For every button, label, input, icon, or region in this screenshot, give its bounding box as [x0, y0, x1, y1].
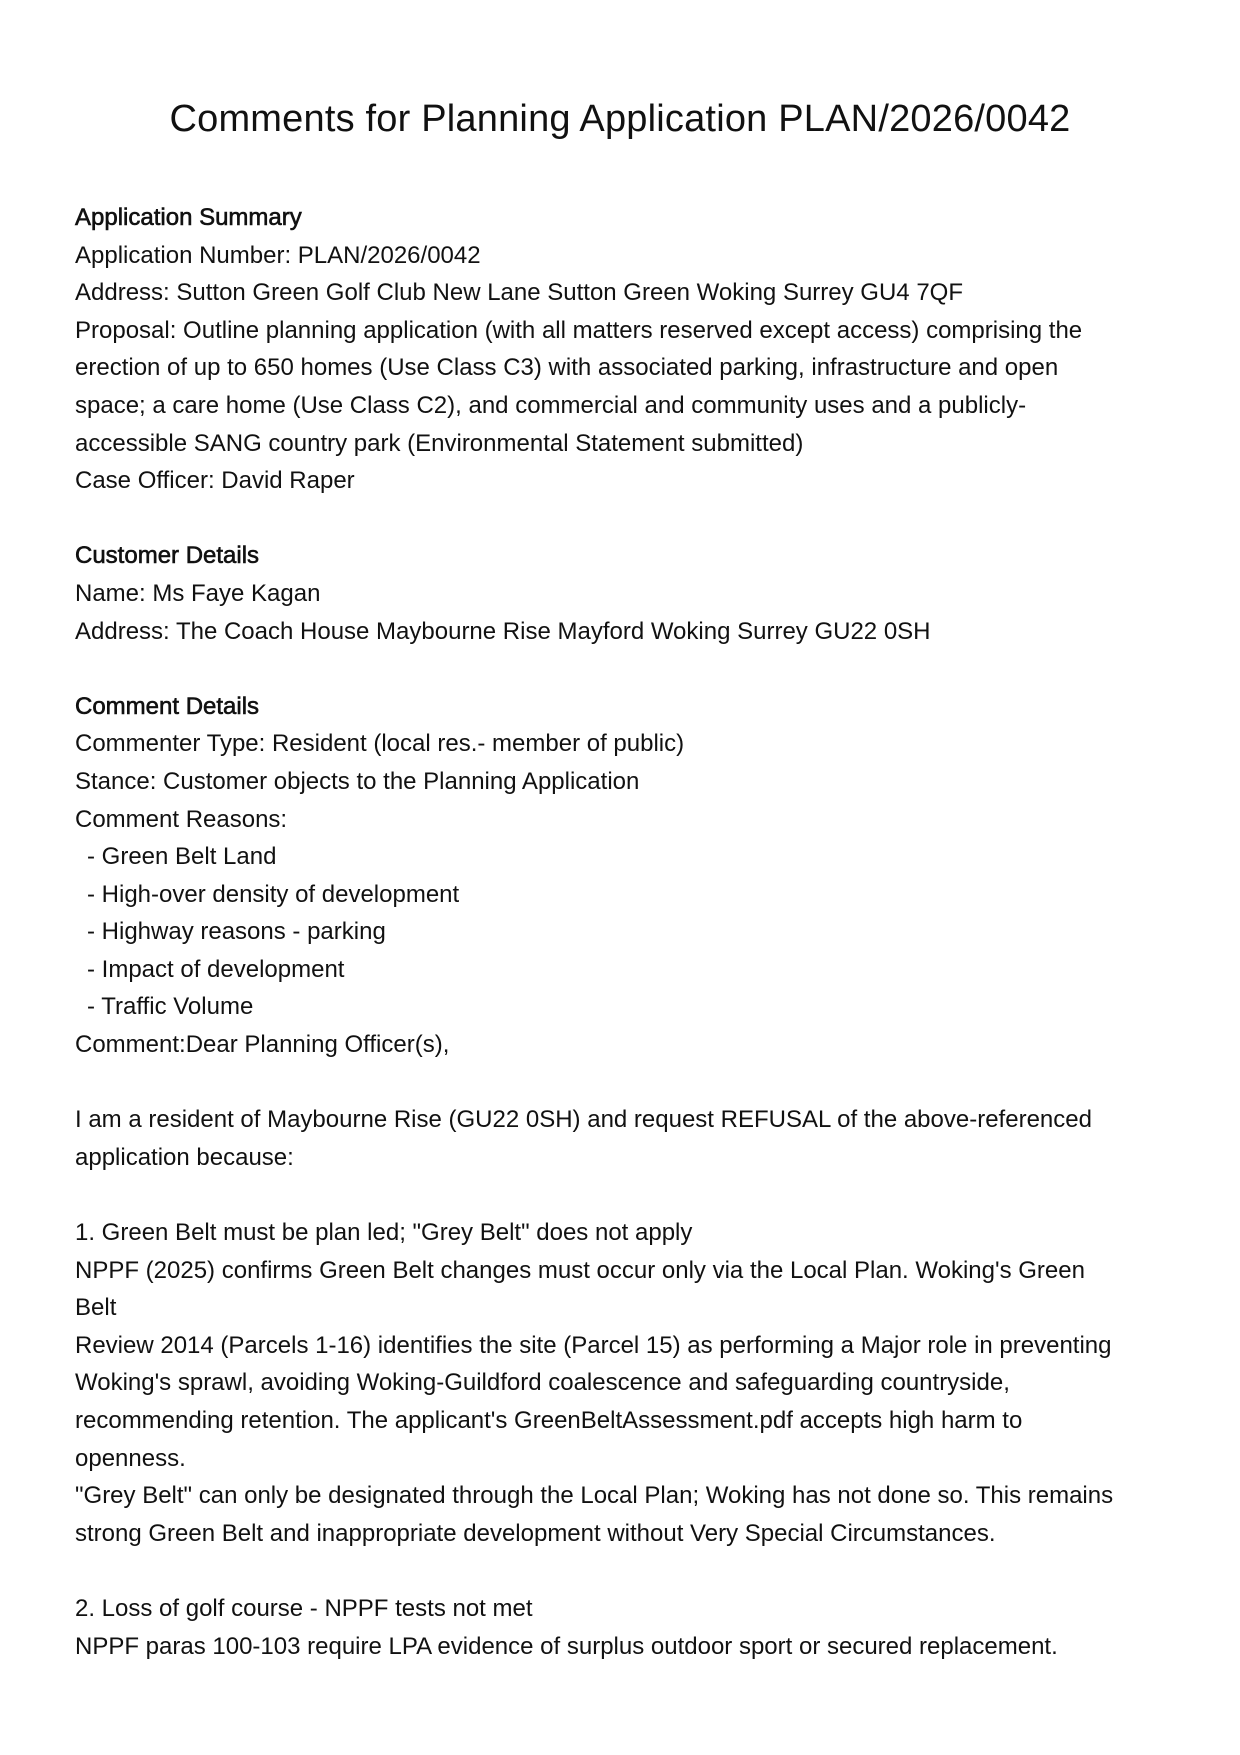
spacer: [75, 1552, 1175, 1590]
comment-reason-item: - Green Belt Land: [87, 843, 277, 871]
comment-paragraph-line: NPPF paras 100-103 require LPA evidence of surplus outdoor sport or secured replacement.: [75, 1632, 1058, 1660]
comment-paragraph-line: Review 2014 (Parcels 1-16) identifies the site (Parcel 15) as performing a Major role in preventing: [75, 1331, 1112, 1359]
document-body: [75, 199, 1175, 1665]
comment-reason-item: - Highway reasons - parking: [87, 918, 386, 946]
point-1-heading: 1. Green Belt must be plan led; "Grey Belt" does not apply: [75, 1219, 693, 1247]
customer-name: Name: Ms Faye Kagan: [75, 579, 321, 607]
page-title: Comments for Planning Application PLAN/2026/0042: [169, 98, 1071, 140]
comment-paragraph-line: strong Green Belt and inappropriate development without Very Special Circumstances.: [75, 1519, 996, 1547]
comment-details-heading: Comment Details: [75, 692, 260, 720]
comment-reason-item: - Impact of development: [87, 955, 345, 983]
comment-paragraph-line: recommending retention. The applicant's GreenBeltAssessment.pdf accepts high harm to: [75, 1407, 1023, 1434]
customer-details-heading: Customer Details: [75, 542, 260, 570]
comment-paragraph-line: application because:: [75, 1143, 294, 1171]
spacer: [75, 500, 1175, 538]
proposal-line: Proposal: Outline planning application (with all matters reserved except access) comprising the: [75, 316, 1083, 344]
comment-reason-item: - High-over density of development: [87, 880, 460, 908]
application-summary-heading: Application Summary: [75, 204, 302, 231]
spacer: [75, 650, 1175, 688]
commenter-type: Commenter Type: Resident (local res.- member of public): [75, 730, 685, 758]
comment-paragraph-line: "Grey Belt" can only be designated through the Local Plan; Woking has not done so. This remains: [75, 1482, 1114, 1510]
proposal-line: space; a care home (Use Class C2), and commercial and community uses and a publicly-: [75, 391, 1027, 419]
customer-address: Address: The Coach House Maybourne Rise Mayford Woking Surrey GU22 0SH: [75, 617, 931, 645]
comment-paragraph-line: I am a resident of Maybourne Rise (GU22 0SH) and request REFUSAL of the above-referenced: [75, 1106, 1092, 1134]
proposal-line: accessible SANG country park (Environmental Statement submitted): [75, 429, 804, 457]
comment-reason-item: - Traffic Volume: [87, 993, 254, 1021]
comment-intro: Comment:Dear Planning Officer(s),: [75, 1031, 450, 1059]
comment-paragraph-line: Woking's sprawl, avoiding Woking-Guildford coalescence and safeguarding countryside,: [75, 1369, 1010, 1397]
application-address: Address: Sutton Green Golf Club New Lane Sutton Green Woking Surrey GU4 7QF: [75, 279, 963, 307]
case-officer: Case Officer: David Raper: [75, 467, 355, 495]
point-2-heading: 2. Loss of golf course - NPPF tests not met: [75, 1594, 533, 1622]
stance: Stance: Customer objects to the Planning Application: [75, 767, 640, 795]
comment-paragraph-line: NPPF (2025) confirms Green Belt changes must occur only via the Local Plan. Woking's Green: [75, 1256, 1085, 1284]
spacer: [75, 1176, 1175, 1214]
comment-paragraph-line: Belt: [75, 1294, 117, 1322]
comment-paragraph-line: openness.: [75, 1444, 186, 1472]
spacer: [75, 1064, 1175, 1102]
proposal-line: erection of up to 650 homes (Use Class C3) with associated parking, infrastructure and open: [75, 354, 1059, 382]
application-number: Application Number: PLAN/2026/0042: [75, 241, 481, 269]
comment-reasons-label: Comment Reasons:: [75, 805, 288, 833]
